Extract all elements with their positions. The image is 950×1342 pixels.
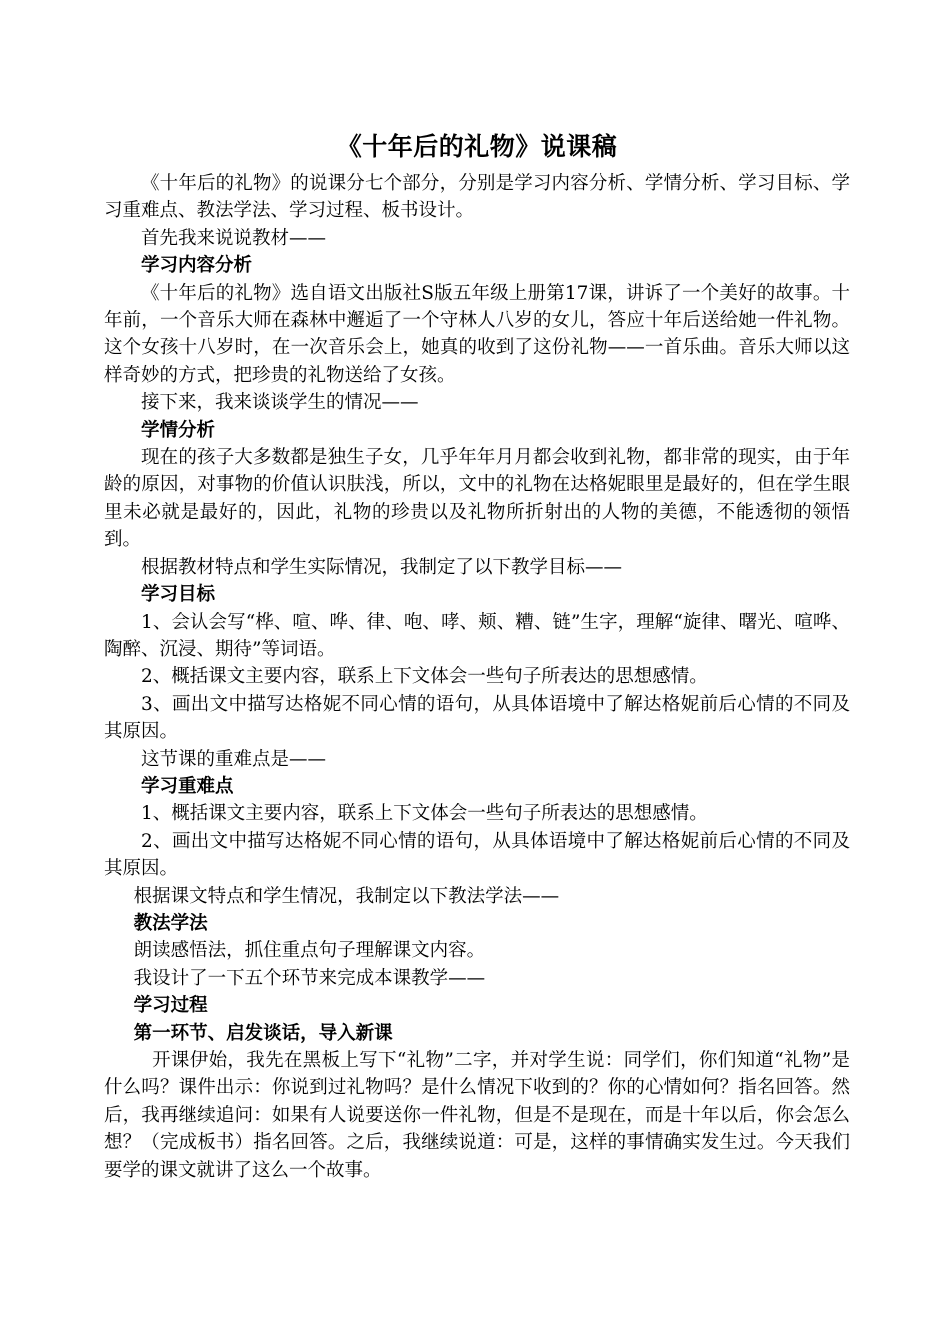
paragraph: 《十年后的礼物》选自语文出版社S版五年级上册第17课，讲诉了一个美好的故事。十年前，一个音乐大师在森林中邂逅了一个守林人八岁的女儿，答应十年后送给她一件礼物。这个女孩十八岁时，在一次音乐会上，她真的收到了这份礼物——一首乐曲。音乐大师以这样奇妙的方式，把珍贵的礼物送给了女孩。 bbox=[104, 282, 850, 386]
section-heading: 学习目标 bbox=[141, 584, 216, 606]
paragraph: 3、画出文中描写达格妮不同心情的语句，从具体语境中了解达格妮前后心情的不同及其原因。 bbox=[104, 693, 850, 743]
section-heading: 学情分析 bbox=[141, 419, 216, 441]
document-page bbox=[104, 128, 850, 1184]
paragraph: 我设计了一下五个环节来完成本课教学—— bbox=[133, 967, 486, 989]
section-heading: 教法学法 bbox=[133, 912, 208, 934]
paragraph: 根据教材特点和学生实际情况，我制定了以下教学目标—— bbox=[141, 556, 623, 578]
paragraph: 1、会认会写“桦、喧、哗、律、咆、哮、颊、糟、链”生字，理解“旋律、曙光、喧哗、陶醉、沉浸、期待”等词语。 bbox=[104, 611, 850, 660]
paragraph: 《十年后的礼物》的说课分七个部分，分别是学习内容分析、学情分析、学习目标、学习重难点、教法学法、学习过程、板书设计。 bbox=[104, 173, 850, 222]
paragraph: 首先我来说说教材—— bbox=[141, 227, 327, 249]
paragraph: 根据课文特点和学生情况，我制定以下教法学法—— bbox=[133, 885, 560, 907]
paragraph: 接下来，我来谈谈学生的情况—— bbox=[141, 392, 419, 414]
paragraph: 这节课的重难点是—— bbox=[141, 748, 327, 770]
section-heading: 学习内容分析 bbox=[141, 255, 253, 277]
section-heading: 第一环节、启发谈话，导入新课 bbox=[133, 1022, 393, 1044]
document-body bbox=[104, 170, 850, 1184]
document-title: 《十年后的礼物》说课稿 bbox=[336, 132, 618, 161]
paragraph: 2、概括课文主要内容，联系上下文体会一些句子所表达的思想感情。 bbox=[141, 666, 708, 688]
paragraph: 1、概括课文主要内容，联系上下文体会一些句子所表达的思想感情。 bbox=[141, 803, 708, 825]
paragraph: 2、画出文中描写达格妮不同心情的语句，从具体语境中了解达格妮前后心情的不同及其原因。 bbox=[104, 830, 850, 880]
paragraph: 现在的孩子大多数都是独生子女，几乎年年月月都会收到礼物，都非常的现实，由于年龄的原因，对事物的价值认识肤浅，所以，文中的礼物在达格妮眼里是最好的，但在学生眼里未必就是最好的，因此，礼物的珍贵以及礼物所折射出的人物的美德，不能透彻的领悟到。 bbox=[104, 447, 850, 551]
section-heading: 学习重难点 bbox=[141, 775, 234, 797]
paragraph: 开课伊始，我先在黑板上写下“礼物”二字，并对学生说：同学们，你们知道“礼物”是什么吗？课件出示：你说到过礼物吗？是什么情况下收到的？你的心情如何？指名回答。然后，我再继续追问：如果有人说要送你一件礼物，但是不是现在，而是十年以后，你会怎么想？（完成板书）指名回答。之后，我继续说道：可是，这样的事情确实发生过。今天我们要学的课文就讲了这么一个故事。 bbox=[104, 1050, 850, 1181]
paragraph: 朗读感悟法，抓住重点句子理解课文内容。 bbox=[133, 940, 486, 962]
section-heading: 学习过程 bbox=[133, 995, 208, 1017]
